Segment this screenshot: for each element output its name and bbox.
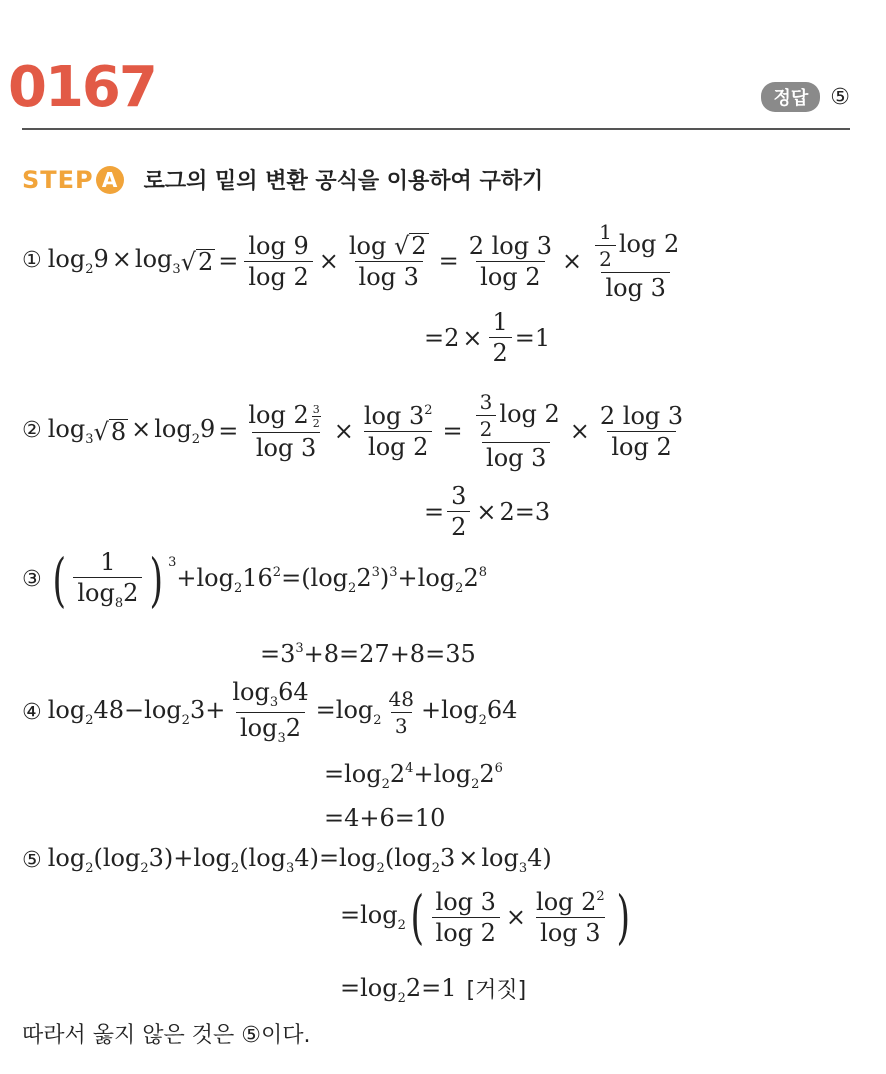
solution-line-2-result: = $\frac{3}{2}$ × 2=3 <box>424 482 551 541</box>
step-title: 로그의 밑의 변환 공식을 이용하여 구하기 <box>143 169 544 194</box>
marker-2: ② <box>22 418 42 443</box>
marker-3: ③ <box>22 567 42 592</box>
answer-label-badge: 정답 <box>761 82 820 112</box>
solution-line-3: ③ ( $\frac{1}{\log_82}$ ) 3 $+\log_216^2=(\log_22^3)^3+\log_22^8$ <box>22 546 487 614</box>
step-heading <box>22 164 543 195</box>
solution-line-3-result: $=3^3+8=27+8=35$ <box>260 640 476 668</box>
solution-line-2: ② $\log_3$ √ 8 × $\log_29$ = log 2 $\frac{3}{2}$ log 3 × $\frac{\log 3^2}{\log 2}$ = $\frac{3}{2}$ log 2 log 3 × $\frac{2 \log 3}{\log 2}$ <box>22 390 684 472</box>
solution-line-4: ④ $\log_248-\log_23+$ $\frac{\log_364}{\log_32}$ $=\log_2$ $\frac{48}{3}$ $+\log_264$ <box>22 678 518 746</box>
header-divider <box>22 128 850 130</box>
answer-value: ⑤ <box>830 84 850 110</box>
solution-line-5-result: $=\log_22=1$ [거짓] <box>340 974 527 1006</box>
solution-line-4-result: =4+6=10 <box>324 804 446 832</box>
solution-line-1: ① $\log_29 \times \log_3$ √ 2 = $\frac{\log 9}{\log 2}$ × log √ 2 log 3 = $\frac{2 \log 3}{\log 2}$ × $\frac{1}{2}$ log 2 log 3 <box>22 220 680 302</box>
conclusion-text: 따라서 옳지 않은 것은 ⑤이다. <box>22 1023 311 1048</box>
step-letter-badge: A <box>96 166 124 194</box>
solution-line-5-step: $=\log_2$ ( $\frac{\log 3}{\log 2}$ × $\frac{\log 2^2}{\log 3}$ ) <box>340 883 630 951</box>
problem-number: 0167 <box>8 55 156 120</box>
marker-1: ① <box>22 248 42 273</box>
answer-area <box>761 82 850 112</box>
marker-5: ⑤ <box>22 847 42 873</box>
solution-line-4-step: $=\log_22^4+\log_22^6$ <box>324 760 503 792</box>
solution-line-5: ⑤ $\log_2(\log_23)+\log_2(\log_34)=\log_2(\log_23 \times \log_34)$ <box>22 844 552 876</box>
step-label: STEP <box>22 165 94 194</box>
false-note: [거짓] <box>466 977 527 1003</box>
solution-line-1-result: =2 × $\frac{1}{2}$ =1 <box>424 308 551 367</box>
marker-4: ④ <box>22 699 42 725</box>
